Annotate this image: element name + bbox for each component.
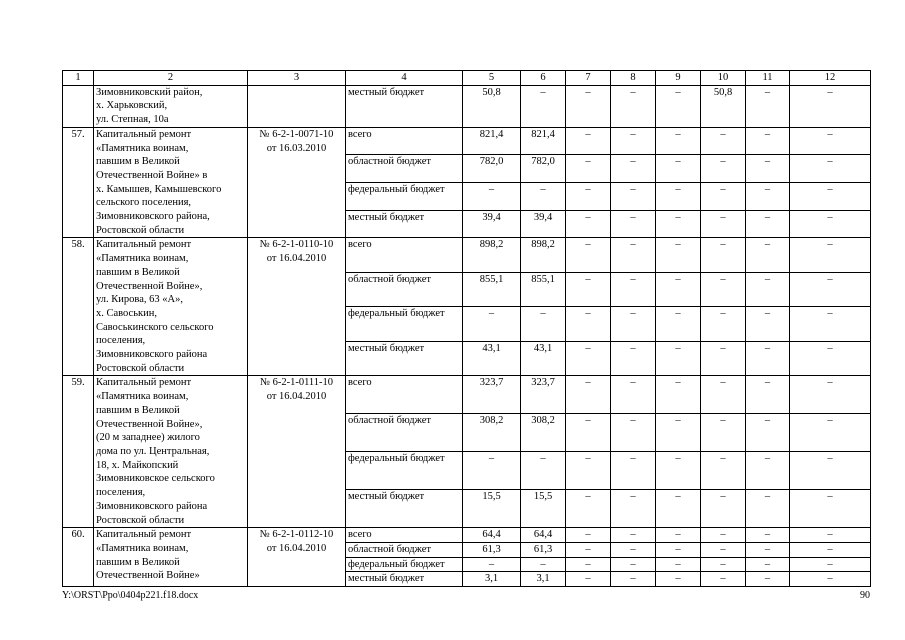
document-cell xyxy=(248,528,346,587)
value-cell: 39,4 xyxy=(521,210,566,238)
value-cell: – xyxy=(790,272,871,307)
value-cell: – xyxy=(611,155,656,183)
document-line: № 6-2-1-0111-10 xyxy=(259,377,334,389)
value-cell: – xyxy=(746,572,790,587)
table-row xyxy=(63,376,871,414)
value-cell: – xyxy=(790,528,871,543)
value-cell: – xyxy=(701,307,746,342)
value-cell: – xyxy=(656,557,701,572)
column-header: 8 xyxy=(611,71,656,86)
value-cell: – xyxy=(790,183,871,211)
value-cell: – xyxy=(521,452,566,490)
value-cell: – xyxy=(746,127,790,155)
document-line: от 16.04.2010 xyxy=(266,391,327,403)
object-name-line: Ростовской области xyxy=(96,224,185,236)
value-cell: – xyxy=(656,272,701,307)
value-cell: 821,4 xyxy=(521,127,566,155)
value-cell: 61,3 xyxy=(521,542,566,557)
value-cell: – xyxy=(656,183,701,211)
object-name-line: павшим в Великой xyxy=(96,556,180,568)
value-cell: – xyxy=(790,542,871,557)
object-name-line: Отечественной Войне» в xyxy=(96,169,208,181)
value-cell: – xyxy=(656,85,701,127)
funding-source: федеральный бюджет xyxy=(346,307,463,342)
value-cell: – xyxy=(746,155,790,183)
value-cell: 855,1 xyxy=(521,272,566,307)
column-header: 4 xyxy=(346,71,463,86)
value-cell: – xyxy=(701,572,746,587)
value-cell: – xyxy=(701,183,746,211)
object-name-line: Капитальный ремонт xyxy=(96,529,192,541)
value-cell: – xyxy=(790,155,871,183)
value-cell: 898,2 xyxy=(463,238,521,273)
value-cell: – xyxy=(611,210,656,238)
column-header: 11 xyxy=(746,71,790,86)
value-cell: 898,2 xyxy=(521,238,566,273)
value-cell: – xyxy=(463,183,521,211)
object-name-line: сельского поселения, xyxy=(96,197,192,209)
value-cell: 43,1 xyxy=(521,341,566,376)
value-cell: – xyxy=(611,490,656,528)
value-cell: 39,4 xyxy=(463,210,521,238)
document-line: от 16.04.2010 xyxy=(266,542,327,554)
object-name-line: Зимовниковского района, xyxy=(96,211,210,223)
column-header: 1 xyxy=(63,71,94,86)
value-cell: – xyxy=(566,376,611,414)
value-cell: – xyxy=(566,341,611,376)
table-body xyxy=(63,71,871,587)
value-cell: – xyxy=(790,414,871,452)
value-cell: – xyxy=(521,183,566,211)
object-name-line: х. Савоськин, xyxy=(96,307,157,319)
value-cell: – xyxy=(656,490,701,528)
value-cell: 3,1 xyxy=(463,572,521,587)
value-cell: – xyxy=(566,542,611,557)
value-cell: – xyxy=(746,490,790,528)
value-cell: – xyxy=(656,341,701,376)
value-cell: – xyxy=(746,210,790,238)
value-cell: – xyxy=(790,452,871,490)
object-name-line: поселения, xyxy=(96,335,146,347)
value-cell: – xyxy=(656,528,701,543)
object-name-line: «Памятника воинам, xyxy=(96,391,189,403)
row-number: 57. xyxy=(63,127,94,238)
value-cell: – xyxy=(611,528,656,543)
funding-source: всего xyxy=(346,127,463,155)
value-cell: – xyxy=(746,452,790,490)
value-cell: 308,2 xyxy=(521,414,566,452)
value-cell: – xyxy=(611,414,656,452)
document-line: от 16.04.2010 xyxy=(266,253,327,265)
document-cell xyxy=(248,376,346,528)
table-row xyxy=(63,127,871,155)
object-name-cell xyxy=(94,85,248,127)
value-cell: – xyxy=(746,376,790,414)
column-header: 2 xyxy=(94,71,248,86)
value-cell: – xyxy=(746,542,790,557)
row-number-cell xyxy=(63,85,94,127)
object-name-cell xyxy=(94,238,248,376)
value-cell: – xyxy=(746,85,790,127)
value-cell: – xyxy=(790,557,871,572)
value-cell: – xyxy=(790,85,871,127)
value-cell: – xyxy=(790,238,871,273)
value-cell: – xyxy=(521,557,566,572)
page-number: 90 xyxy=(860,590,870,601)
value-cell: – xyxy=(656,127,701,155)
object-name-cell xyxy=(94,528,248,587)
value-cell: – xyxy=(611,272,656,307)
value-cell: – xyxy=(701,376,746,414)
column-header: 10 xyxy=(701,71,746,86)
object-name-line: поселения, xyxy=(96,487,146,499)
value-cell: – xyxy=(656,452,701,490)
value-cell: – xyxy=(701,414,746,452)
value-cell: – xyxy=(701,155,746,183)
document-line: от 16.03.2010 xyxy=(266,142,327,154)
value-cell: – xyxy=(611,376,656,414)
object-name-line: Отечественной Войне», xyxy=(96,418,203,430)
object-name-line: Ростовской области xyxy=(96,514,185,526)
object-name-line: ул. Кирова, 63 «А», xyxy=(96,294,183,306)
value-cell: 15,5 xyxy=(521,490,566,528)
funding-source: местный бюджет xyxy=(346,341,463,376)
value-cell: 50,8 xyxy=(463,85,521,127)
value-cell: – xyxy=(611,238,656,273)
value-cell: – xyxy=(790,490,871,528)
value-cell: 323,7 xyxy=(521,376,566,414)
funding-source: местный бюджет xyxy=(346,572,463,587)
value-cell: – xyxy=(656,542,701,557)
value-cell: 3,1 xyxy=(521,572,566,587)
value-cell: – xyxy=(611,452,656,490)
value-cell: – xyxy=(790,307,871,342)
funding-source: федеральный бюджет xyxy=(346,557,463,572)
file-path: Y:\ORST\Ppo\0404p221.f18.docx xyxy=(62,590,199,601)
funding-source: федеральный бюджет xyxy=(346,183,463,211)
object-name-line: Капитальный ремонт xyxy=(96,377,192,389)
value-cell: – xyxy=(701,490,746,528)
object-name-line: павшим в Великой xyxy=(96,266,180,278)
object-name-line: Отечественной Войне» xyxy=(96,570,200,582)
object-name-line: Зимовниковского района xyxy=(96,349,208,361)
object-name-line: «Памятника воинам, xyxy=(96,142,189,154)
value-cell: – xyxy=(746,238,790,273)
value-cell: 64,4 xyxy=(463,528,521,543)
value-cell: – xyxy=(566,307,611,342)
object-name-line: Зимовниковское сельского xyxy=(96,473,215,485)
funding-source: областной бюджет xyxy=(346,155,463,183)
column-header: 3 xyxy=(248,71,346,86)
value-cell: – xyxy=(701,272,746,307)
value-cell: – xyxy=(656,238,701,273)
value-cell: – xyxy=(746,272,790,307)
object-name-line: Зимовниковский район, xyxy=(96,86,203,98)
budget-table xyxy=(62,70,871,587)
value-cell: 43,1 xyxy=(463,341,521,376)
value-cell: 821,4 xyxy=(463,127,521,155)
value-cell: – xyxy=(521,307,566,342)
value-cell: – xyxy=(463,557,521,572)
table-row xyxy=(63,238,871,273)
funding-source: областной бюджет xyxy=(346,414,463,452)
row-number: 58. xyxy=(63,238,94,376)
object-name-line: Капитальный ремонт xyxy=(96,128,192,140)
object-name-line: (20 м западнее) жилого xyxy=(96,432,200,444)
column-header: 12 xyxy=(790,71,871,86)
value-cell: – xyxy=(566,85,611,127)
header-row xyxy=(63,71,871,86)
value-cell: – xyxy=(611,127,656,155)
value-cell: – xyxy=(746,414,790,452)
object-name-line: Ростовской области xyxy=(96,362,185,374)
table-row xyxy=(63,85,871,127)
value-cell: 323,7 xyxy=(463,376,521,414)
value-cell: – xyxy=(463,307,521,342)
document-cell xyxy=(248,238,346,376)
funding-source: местный бюджет xyxy=(346,490,463,528)
value-cell: – xyxy=(566,127,611,155)
value-cell: – xyxy=(566,490,611,528)
object-name-line: ул. Степная, 10а xyxy=(96,114,169,126)
object-name-line: Капитальный ремонт xyxy=(96,239,192,251)
document-line: № 6-2-1-0110-10 xyxy=(259,239,334,251)
value-cell: – xyxy=(701,210,746,238)
funding-source: всего xyxy=(346,528,463,543)
object-name-line: х. Камышев, Камышевского xyxy=(96,183,222,195)
value-cell: – xyxy=(746,528,790,543)
value-cell: – xyxy=(611,85,656,127)
funding-source: областной бюджет xyxy=(346,272,463,307)
funding-source: местный бюджет xyxy=(346,85,463,127)
value-cell: – xyxy=(566,572,611,587)
value-cell: – xyxy=(790,572,871,587)
value-cell: – xyxy=(566,414,611,452)
value-cell: – xyxy=(701,452,746,490)
value-cell: – xyxy=(656,307,701,342)
document-line: № 6-2-1-0112-10 xyxy=(259,529,334,541)
value-cell: – xyxy=(701,127,746,155)
value-cell: – xyxy=(701,557,746,572)
column-header: 7 xyxy=(566,71,611,86)
value-cell: 855,1 xyxy=(463,272,521,307)
value-cell: – xyxy=(611,307,656,342)
value-cell: – xyxy=(566,528,611,543)
value-cell: – xyxy=(566,452,611,490)
value-cell: 50,8 xyxy=(701,85,746,127)
value-cell: – xyxy=(746,307,790,342)
value-cell: – xyxy=(656,210,701,238)
table-row xyxy=(63,528,871,543)
column-header: 5 xyxy=(463,71,521,86)
object-name-line: «Памятника воинам, xyxy=(96,253,189,265)
value-cell: – xyxy=(566,155,611,183)
value-cell: – xyxy=(790,210,871,238)
value-cell: – xyxy=(566,238,611,273)
object-name-line: Зимовниковского района xyxy=(96,500,208,512)
value-cell: – xyxy=(521,85,566,127)
value-cell: – xyxy=(701,238,746,273)
funding-source: всего xyxy=(346,238,463,273)
object-name-line: 18, х. Майкопский xyxy=(96,459,179,471)
column-header: 9 xyxy=(656,71,701,86)
document-cell xyxy=(248,127,346,238)
object-name-line: павшим в Великой xyxy=(96,404,180,416)
value-cell: – xyxy=(701,542,746,557)
value-cell: – xyxy=(656,414,701,452)
value-cell: 64,4 xyxy=(521,528,566,543)
value-cell: – xyxy=(746,183,790,211)
value-cell: – xyxy=(701,528,746,543)
funding-source: областной бюджет xyxy=(346,542,463,557)
object-name-cell xyxy=(94,127,248,238)
value-cell: – xyxy=(790,341,871,376)
value-cell: 15,5 xyxy=(463,490,521,528)
row-number: 59. xyxy=(63,376,94,528)
value-cell: – xyxy=(656,572,701,587)
value-cell: 308,2 xyxy=(463,414,521,452)
value-cell: – xyxy=(566,210,611,238)
funding-source: местный бюджет xyxy=(346,210,463,238)
value-cell: – xyxy=(611,542,656,557)
value-cell: – xyxy=(566,183,611,211)
value-cell: – xyxy=(656,155,701,183)
value-cell: – xyxy=(611,341,656,376)
object-name-line: «Памятника воинам, xyxy=(96,542,189,554)
value-cell: – xyxy=(566,272,611,307)
value-cell: – xyxy=(790,127,871,155)
object-name-line: Отечественной Войне», xyxy=(96,280,203,292)
object-name-cell xyxy=(94,376,248,528)
row-number: 60. xyxy=(63,528,94,587)
value-cell: 782,0 xyxy=(521,155,566,183)
funding-source: федеральный бюджет xyxy=(346,452,463,490)
value-cell: – xyxy=(656,376,701,414)
value-cell: – xyxy=(790,376,871,414)
value-cell: – xyxy=(701,341,746,376)
funding-source: всего xyxy=(346,376,463,414)
value-cell: – xyxy=(746,557,790,572)
value-cell: – xyxy=(611,557,656,572)
document-cell xyxy=(248,85,346,127)
value-cell: – xyxy=(746,341,790,376)
object-name-line: дома по ул. Центральная, xyxy=(96,445,210,457)
object-name-line: Савоськинского сельского xyxy=(96,321,214,333)
value-cell: – xyxy=(611,572,656,587)
column-header: 6 xyxy=(521,71,566,86)
value-cell: 61,3 xyxy=(463,542,521,557)
object-name-line: павшим в Великой xyxy=(96,156,180,168)
value-cell: – xyxy=(566,557,611,572)
value-cell: – xyxy=(611,183,656,211)
document-line: № 6-2-1-0071-10 xyxy=(259,128,334,140)
value-cell: 782,0 xyxy=(463,155,521,183)
object-name-line: х. Харьковский, xyxy=(96,100,168,112)
value-cell: – xyxy=(463,452,521,490)
